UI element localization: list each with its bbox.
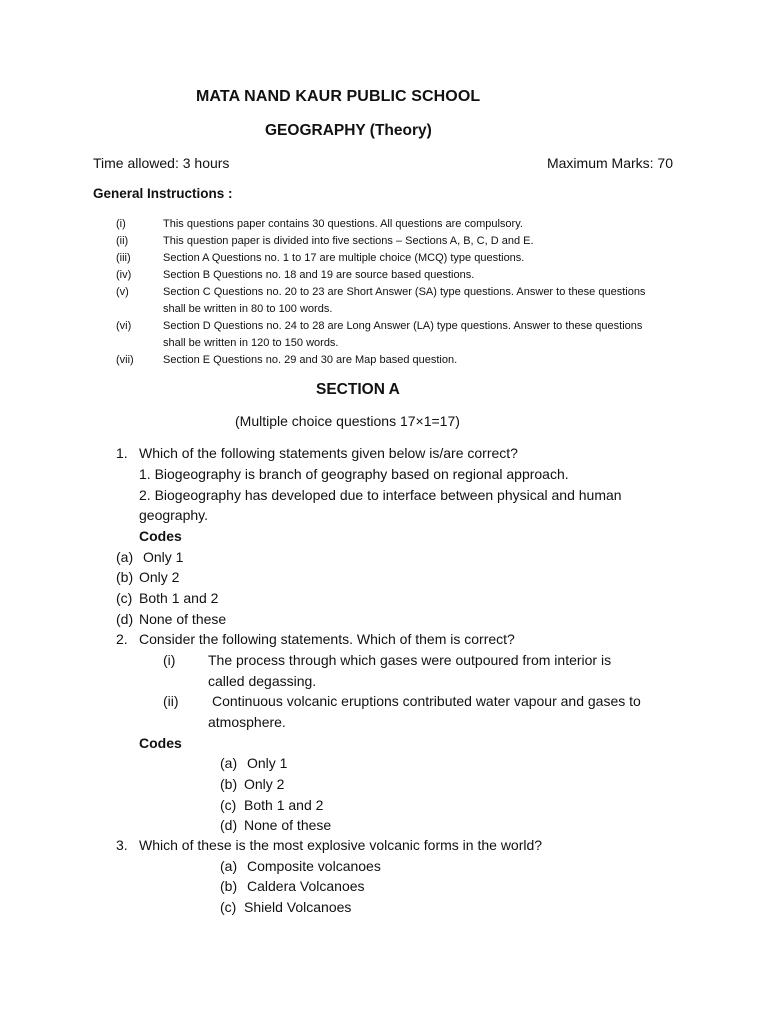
instruction-item xyxy=(116,352,696,369)
instruction-text: Section B Questions no. 18 and 19 are source based questions. xyxy=(163,269,475,281)
maximum-marks: Maximum Marks: 70 xyxy=(546,155,673,171)
statement-text: 2. Biogeography has developed due to interface between physical and human xyxy=(139,487,622,503)
option-text: Only 1 xyxy=(247,755,288,771)
section-marks-note: (Multiple choice questions 17×1=17) xyxy=(235,413,460,429)
option-text: Only 1 xyxy=(143,549,184,565)
statement-text: geography. xyxy=(139,507,209,523)
instruction-item xyxy=(116,318,696,352)
question-text: Consider the following statements. Which of them is correct? xyxy=(139,631,515,647)
instruction-item xyxy=(116,267,696,284)
school-name: MATA NAND KAUR PUBLIC SCHOOL xyxy=(196,88,481,105)
question-number: 3. xyxy=(116,837,128,853)
option-label: (b) xyxy=(220,878,238,894)
statement-text: Continuous volcanic eruptions contributed water vapour and gases to xyxy=(212,693,641,709)
option-label: (a) xyxy=(116,549,134,565)
instruction-item xyxy=(116,284,696,318)
general-instructions-list xyxy=(116,216,696,369)
statement-text: called degassing. xyxy=(208,673,317,689)
instruction-text: Section A Questions no. 1 to 17 are multiple choice (MCQ) type questions. xyxy=(163,252,525,264)
option-text: None of these xyxy=(139,611,227,627)
codes-label: Codes xyxy=(139,528,182,544)
instruction-text: This questions paper contains 30 questions. All questions are compulsory. xyxy=(163,218,523,230)
option-text: Only 2 xyxy=(244,776,285,792)
instruction-text: This question paper is divided into five sections – Sections A, B, C, D and E. xyxy=(163,235,534,247)
instruction-number: (v) xyxy=(116,286,129,298)
option-label: (a) xyxy=(220,755,238,771)
instruction-item xyxy=(116,233,696,250)
option-text: Caldera Volcanoes xyxy=(247,878,365,894)
statement-number: (ii) xyxy=(163,693,179,709)
option-text: Only 2 xyxy=(139,569,180,585)
question-number: 2. xyxy=(116,631,128,647)
option-label: (c) xyxy=(220,899,237,915)
instruction-number: (ii) xyxy=(116,235,129,247)
statement-text: The process through which gases were outpoured from interior is xyxy=(208,652,612,668)
instruction-number: (iv) xyxy=(116,269,132,281)
time-allowed: Time allowed: 3 hours xyxy=(93,155,230,171)
instruction-text: Section C Questions no. 20 to 23 are Short Answer (SA) type questions. Answer to these questions shall be written in 80 to 100 words. xyxy=(163,286,646,315)
option-text: Both 1 and 2 xyxy=(244,797,324,813)
option-label: (d) xyxy=(220,817,238,833)
instruction-text: Section D Questions no. 24 to 28 are Long Answer (LA) type questions. Answer to these questions shall be written in 120 to 150 words. xyxy=(163,320,643,349)
section-title: SECTION A xyxy=(316,381,400,398)
option-label: (b) xyxy=(116,569,134,585)
question-text: Which of the following statements given below is/are correct? xyxy=(139,445,518,461)
question-text: Which of these is the most explosive volcanic forms in the world? xyxy=(139,837,543,853)
subject-title: GEOGRAPHY (Theory) xyxy=(265,122,432,139)
option-label: (d) xyxy=(116,611,134,627)
statement-text: 1. Biogeography is branch of geography based on regional approach. xyxy=(139,466,569,482)
option-text: Both 1 and 2 xyxy=(139,590,219,606)
statement-number: (i) xyxy=(163,652,176,668)
instruction-number: (i) xyxy=(116,218,126,230)
instruction-number: (vii) xyxy=(116,354,134,366)
instruction-item xyxy=(116,216,696,233)
instruction-text: Section E Questions no. 29 and 30 are Map based question. xyxy=(163,354,458,366)
statement-text: atmosphere. xyxy=(208,714,286,730)
instruction-number: (vi) xyxy=(116,320,132,332)
instruction-item xyxy=(116,250,696,267)
option-text: Composite volcanoes xyxy=(247,858,381,874)
option-label: (b) xyxy=(220,776,238,792)
option-text: Shield Volcanoes xyxy=(244,899,352,915)
instruction-number: (iii) xyxy=(116,252,131,264)
option-label: (c) xyxy=(116,590,133,606)
option-label: (c) xyxy=(220,797,237,813)
option-label: (a) xyxy=(220,858,238,874)
question-number: 1. xyxy=(116,445,128,461)
general-instructions-heading: General Instructions : xyxy=(93,186,233,201)
option-text: None of these xyxy=(244,817,332,833)
codes-label: Codes xyxy=(139,735,182,751)
